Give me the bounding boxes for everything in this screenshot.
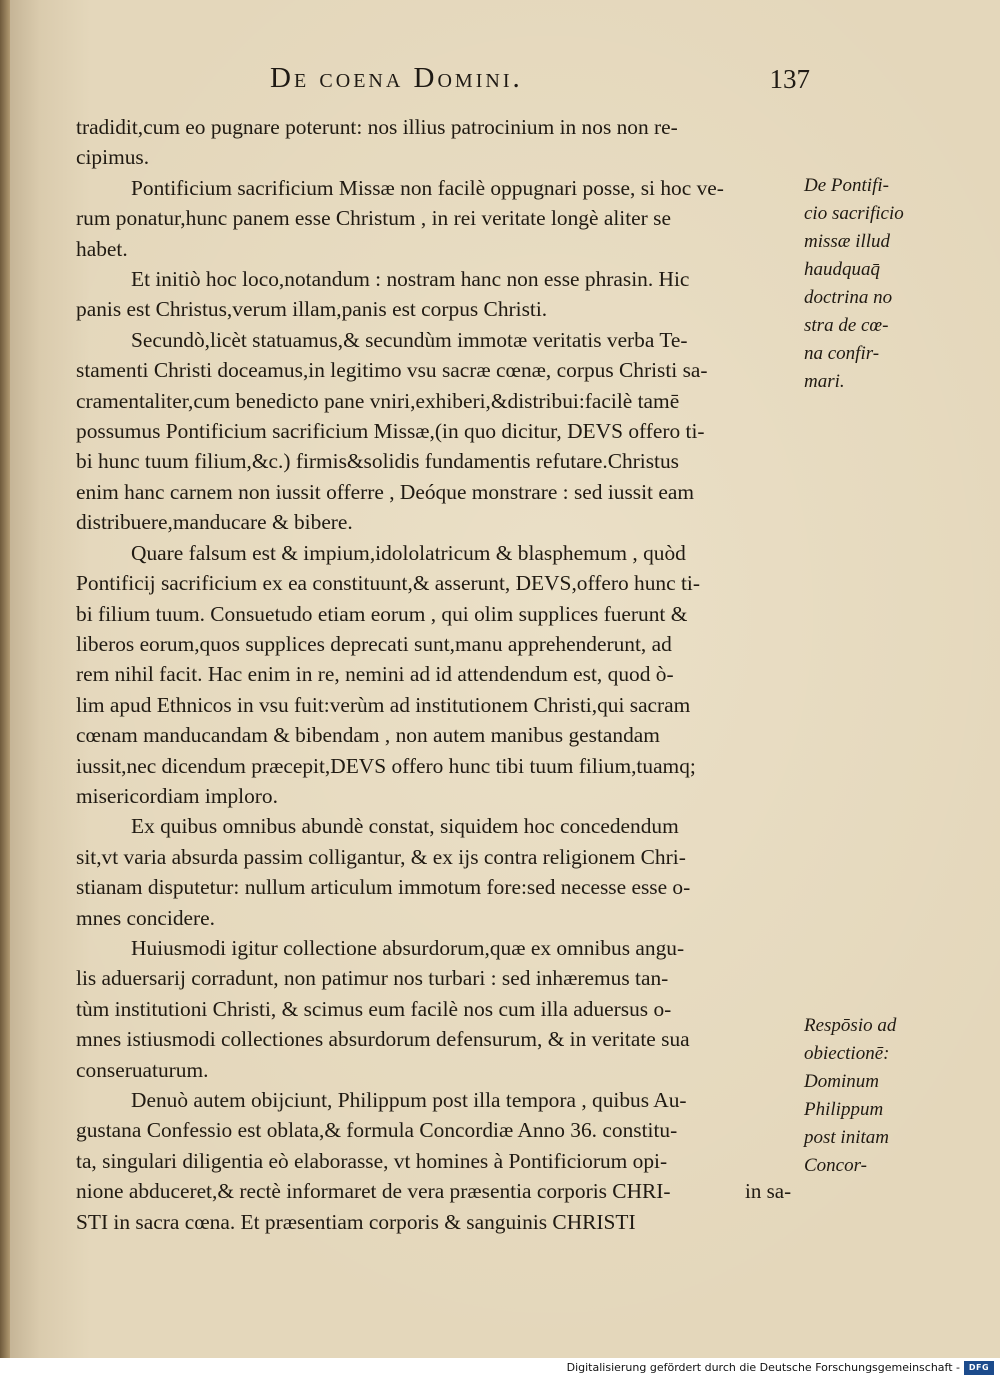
margin-line: De Pontifi- (804, 175, 889, 196)
text-line: STI in sacra cœna. Et præsentiam corporis & sanguinis CHRISTI (76, 1209, 636, 1234)
text-line: Quare falsum est & impium,idololatricum & blasphemum , quòd (131, 540, 686, 565)
text-line: tradidit,cum eo pugnare poterunt: nos illius patrocinium in nos non re- (76, 115, 678, 139)
margin-line: missæ illud (804, 231, 891, 252)
text-line: Pontificij sacrificium ex ea constituunt,& asserunt, DEVS,offero hunc ti- (76, 571, 700, 596)
page-header (270, 62, 810, 102)
body-text (76, 112, 806, 1237)
text-line: habet. (76, 236, 128, 261)
margin-line: mari. (804, 371, 845, 392)
text-line: bi filium tuum. Consuetudo etiam eorum , qui olim supplices fuerunt & (76, 601, 688, 626)
text-line: stamenti Christi doceamus,in legitimo vsu sacræ cœnæ, corpus Christi sa- (76, 358, 708, 383)
margin-line: Respōsio ad (804, 1015, 897, 1036)
text-line: iussit,nec dicendum præcepit,DEVS offero hunc tibi tuum filium,tuamq; (76, 753, 696, 778)
text-line: Et initiò hoc loco,notandum : nostram hanc non esse phrasin. Hic (131, 267, 690, 292)
text-line: distribuere,manducare & bibere. (76, 510, 353, 535)
digitization-footer (0, 1358, 1000, 1379)
margin-line: Concor- (804, 1155, 867, 1176)
marginal-note-pontificium (804, 172, 924, 396)
text-line: lis aduersarij corradunt, non patimur nos turbari : sed inhæremus tan- (76, 966, 669, 991)
text-line: enim hanc carnem non iussit offerre , Deóque monstrare : sed iussit eam (76, 479, 694, 504)
text-line: possumus Pontificium sacrificium Missæ,(in quo dicitur, DEVS offero ti- (76, 419, 705, 444)
text-line: Huiusmodi igitur collectione absurdorum,quæ ex omnibus angu- (131, 935, 685, 960)
text-line: lim apud Ethnicos in vsu fuit:verùm ad institutionem Christi,qui sacram (76, 692, 691, 717)
marginal-note-responsio (804, 1012, 924, 1180)
text-line: Denuò autem obijciunt, Philippum post illa tempora , quibus Au- (131, 1088, 687, 1112)
page-number: 137 (769, 64, 810, 94)
dfg-logo-icon: DFG (964, 1361, 994, 1375)
margin-line: post initam (804, 1127, 889, 1148)
text-line: conseruaturum. (76, 1057, 209, 1082)
text-line: sit,vt varia absurda passim colligantur, & ex ijs contra religionem Chri- (76, 844, 686, 869)
text-line: mnes istiusmodi collectiones absurdorum defensurum, & in veritate sua (76, 1027, 690, 1052)
margin-line: Philippum (804, 1099, 884, 1120)
text-line: Ex quibus omnibus abundè constat, siquidem hoc concedendum (131, 814, 679, 839)
text-line: cœnam manducandam & bibendam , non autem manibus gestandam (76, 723, 660, 748)
margin-line: na confir- (804, 343, 880, 364)
text-line: ta, singulari diligentia eò elaborasse, vt homines à Pontificiorum opi- (76, 1148, 668, 1173)
text-line: rem nihil facit. Hac enim in re, nemini ad id attendendum est, quod ò- (76, 662, 674, 687)
text-line: mnes concidere. (76, 905, 215, 930)
margin-line: obiectionē: (804, 1043, 890, 1064)
text-line: nione abduceret,& rectè informaret de vera præsentia corporis CHRI- (76, 1179, 671, 1204)
text-line: panis est Christus,verum illam,panis est corpus Christi. (76, 297, 548, 322)
margin-line: doctrina no (804, 287, 893, 308)
text-line: Secundò,licèt statuamus,& secundùm immotæ veritatis verba Te- (131, 327, 688, 352)
margin-line: stra de cœ- (804, 315, 889, 336)
catchword: in sa- (745, 1179, 792, 1203)
text-line: liberos eorum,quos supplices deprecati sunt,manu apprehenderunt, ad (76, 631, 672, 656)
text-line: rum ponatur,hunc panem esse Christum , in rei veritate longè aliter se (76, 206, 671, 231)
text-line: cramentaliter,cum benedicto pane vniri,exhiberi,&distribui:facilè tamē (76, 388, 680, 413)
running-head: De coena Domini. (270, 62, 523, 94)
binding-shadow (0, 0, 10, 1358)
text-line: bi hunc tuum filium,&c.) firmis&solidis fundamentis refutare.Christus (76, 449, 680, 474)
margin-line: cio sacrificio (804, 203, 904, 224)
text-line: tùm institutioni Christi, & scimus eum facilè nos cum illa aduersus o- (76, 996, 672, 1021)
text-line: stianam disputetur: nullum articulum immotum fore:sed necesse esse o- (76, 875, 691, 900)
text-line: Pontificium sacrificium Missæ non facilè oppugnari posse, si hoc ve- (131, 175, 724, 200)
text-line: cipimus. (76, 145, 150, 170)
funding-notice: Digitalisierung gefördert durch die Deutsche Forschungsgemeinschaft - (566, 1361, 960, 1374)
text-line: gustana Confessio est oblata,& formula Concordiæ Anno 36. constitu- (76, 1118, 678, 1143)
margin-line: Dominum (804, 1071, 879, 1092)
text-line: misericordiam imploro. (76, 783, 278, 808)
margin-line: haudquaq̄ (804, 259, 880, 280)
